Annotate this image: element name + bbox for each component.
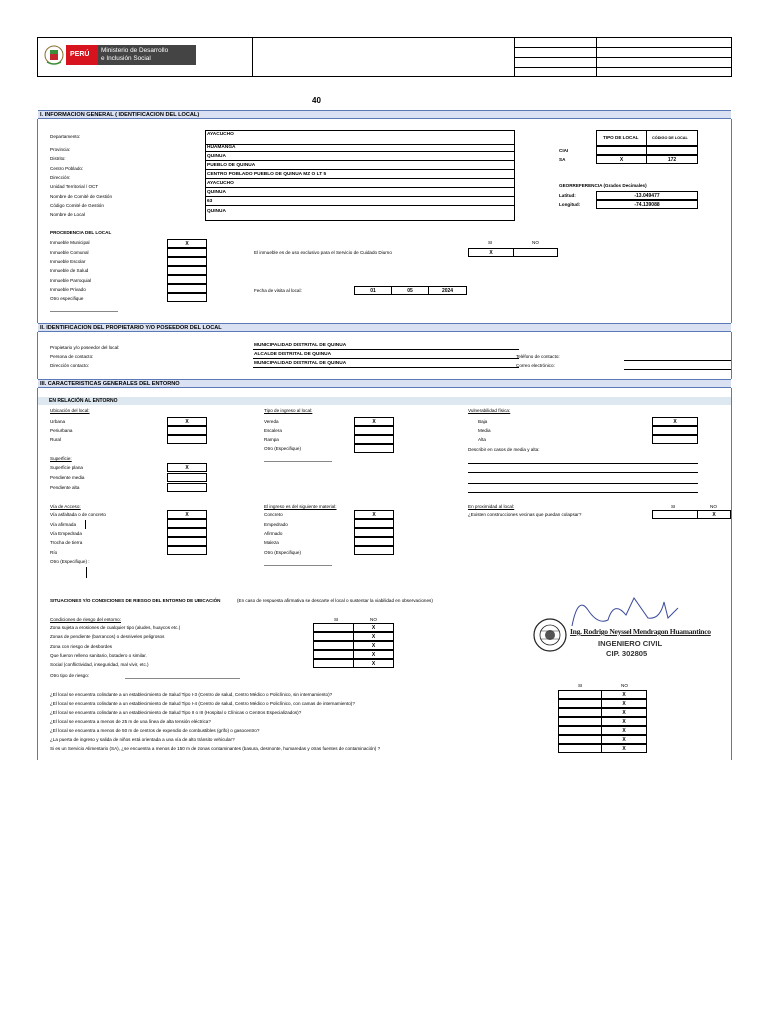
label-codigo-comite: Código Comité de Gestión [50, 203, 104, 208]
value-centro-poblado[interactable]: PUEBLO DE QUINUA [206, 163, 514, 170]
condicion-4: Que fueron relleno sanitario, botadero o similar. [50, 653, 147, 658]
correo-label: Correo electrónico: [516, 363, 555, 368]
propietario-value[interactable]: MUNICIPALIDAD DISTRITAL DE QUINUA [253, 343, 519, 350]
ubicacion-title: Ubicación del local: [50, 408, 90, 413]
superficie-plana-check[interactable]: X [167, 463, 207, 472]
ubicacion-urbana: Urbana [50, 419, 66, 424]
material-afirmado: Afirmado [264, 531, 283, 536]
via-rio: Río [50, 550, 58, 555]
superficie-title: Superficie: [50, 456, 72, 461]
pregunta-1: ¿El local se encuentra colindante a un establecimiento de Salud Tipo I-3 (Centro de salud, Centro Médico o Policlínico, sin internamiento)? [50, 692, 333, 697]
sa-mark[interactable]: X [596, 155, 647, 164]
describir-line-3[interactable] [468, 483, 698, 484]
condicion-5: Social (conflictividad, inseguridad, mal vivir, etc.) [50, 662, 149, 667]
correo-field[interactable] [624, 369, 731, 370]
material-title: El ingreso es del siguiente material: [264, 504, 337, 509]
section3-subtitle: EN RELACIÓN AL ENTORNO [38, 397, 731, 405]
fecha-anio[interactable]: 2024 [428, 286, 467, 295]
fecha-mes[interactable]: 05 [391, 286, 429, 295]
procedencia-otro: Otro especifique [50, 296, 84, 301]
pregunta-5: ¿El local se encuentra a menos de 50 m de centros de expendio de combustibles (grifo) o gasocentro? [50, 728, 260, 733]
label-nombre-local: Nombre de Local [50, 212, 85, 217]
procedencia-salud: Inmueble de Salud [50, 268, 89, 273]
ingreso-vereda-check[interactable]: X [354, 417, 394, 426]
exclusivo-si-header: SI [488, 240, 493, 245]
condicion-2: Zonas de pendiente (barrancos) o desniveles peligrosos [50, 634, 165, 639]
pregunta-2-si[interactable] [558, 699, 602, 708]
riesgo-title-note: (En caso de respuesta afirmativa se descarte el local o sustentar la viabilidad en observaciones) [237, 598, 433, 603]
pregunta-7: Si es un Servicio Alimentario (SA), ¿se encuentra a menos de 150 m de zonas contaminantes (basura, desmonte, humaredas y otras fuentes de contaminación) ? [50, 746, 381, 751]
condicion-3-si[interactable] [313, 641, 354, 650]
vulnerabilidad-title: Vulnerabilidad física: [468, 408, 511, 413]
pregunta-6-si[interactable] [558, 735, 602, 744]
ciai-label: CIAI [559, 148, 569, 153]
pregunta-3-si[interactable] [558, 708, 602, 717]
pregunta-5-no[interactable]: X [601, 726, 647, 735]
procedencia-municipal-check[interactable]: X [167, 239, 207, 248]
label-provincia: Provincia: [50, 147, 71, 152]
material-otro: Otro (Especifique) [264, 550, 302, 555]
value-comite-gestion[interactable]: QUINUA [206, 190, 514, 197]
procedencia-municipal: Inmueble Municipal [50, 240, 90, 245]
vulnerabilidad-alta-check[interactable] [652, 435, 698, 444]
condicion-1-no[interactable]: X [353, 623, 394, 632]
procedencia-privado-check[interactable] [167, 284, 207, 293]
vulnerabilidad-baja: Baja [478, 419, 488, 424]
pregunta-7-no[interactable]: X [601, 744, 647, 753]
contacto-value[interactable]: ALCALDE DISTRITAL DE QUINUA [253, 352, 519, 359]
longitud-value[interactable]: -74.139088 [596, 200, 698, 209]
exclusivo-si-check[interactable]: X [468, 248, 514, 257]
value-codigo-comite[interactable]: 63 [206, 199, 514, 206]
via-empedrada: Vía Empedrada [50, 531, 82, 536]
exclusivo-no-check[interactable] [513, 248, 558, 257]
preguntas-no-header: NO [621, 683, 628, 688]
via-title: Vía de Acceso: [50, 504, 81, 509]
procedencia-title: PROCEDENCIA DEL LOCAL [50, 230, 112, 235]
proximidad-no-check[interactable]: X [697, 510, 731, 519]
codigo-local-label: CÓDIGO DE LOCAL [652, 136, 688, 140]
procedencia-escolar-check[interactable] [167, 257, 207, 266]
condicion-4-no[interactable]: X [353, 650, 394, 659]
peru-label: PERÚ [70, 51, 90, 58]
ubicacion-rural: Rural [50, 437, 61, 442]
contacto-label: Persona de contacto: [50, 354, 94, 359]
condiciones-title: Condiciones de riesgo del entorno: [50, 617, 121, 622]
proximidad-title: En proximidad al local: [468, 504, 515, 509]
ingreso-vereda: Vereda [264, 419, 279, 424]
sa-label: SA [559, 157, 566, 162]
describir-label: Describir en casos de media y alta: [468, 447, 540, 452]
ingreso-rampa-check[interactable] [354, 435, 394, 444]
proximidad-question: ¿Existen construcciones vecinas que puedan colapsar? [468, 512, 582, 517]
shield-icon [44, 44, 64, 66]
exclusivo-no-header: NO [532, 240, 539, 245]
proximidad-no-header: NO [710, 504, 717, 509]
label-centro-poblado: Centro Poblado: [50, 166, 84, 171]
procedencia-salud-check[interactable] [167, 266, 207, 275]
pregunta-6-no[interactable]: X [601, 735, 647, 744]
proximidad-si-header: SI [671, 504, 676, 509]
vulnerabilidad-media: Media [478, 428, 491, 433]
tipo-local-label: TIPO DE LOCAL [603, 135, 639, 140]
via-rio-check[interactable] [167, 546, 207, 555]
condiciones-no-header: NO [370, 617, 377, 622]
telefono-field[interactable] [624, 360, 731, 361]
pregunta-4-si[interactable] [558, 717, 602, 726]
georef-title: GEORREFERENCIA (Grados Decimales) [559, 183, 647, 188]
ingreso-otro: Otro (Especifique) [264, 446, 302, 451]
vulnerabilidad-alta: Alta [478, 437, 486, 442]
section1-title: I. INFORMACION GENERAL ( IDENTIFICACION DEL LOCAL) [38, 110, 731, 119]
latitud-label: Latitud: [559, 193, 576, 198]
via-asfaltada-check[interactable]: X [167, 510, 207, 519]
pregunta-7-si[interactable] [558, 744, 602, 753]
longitud-label: Longitud: [559, 202, 581, 207]
material-empedrado: Empedrado [264, 522, 288, 527]
stamp-name: Ing. Rodrigo Neyssel Mendragon Huamantinco [570, 627, 711, 636]
propietario-label: Propietario y/o poseedor del local: [50, 345, 120, 350]
engineer-seal [533, 618, 567, 652]
procedencia-escolar: Inmueble Escolar [50, 259, 86, 264]
pregunta-5-si[interactable] [558, 726, 602, 735]
pregunta-4-no[interactable]: X [601, 717, 647, 726]
material-maleza-check[interactable] [354, 537, 394, 546]
condicion-2-no[interactable]: X [353, 632, 394, 641]
procedencia-comunal-check[interactable] [167, 248, 207, 257]
direccion-contacto-value[interactable]: MUNICIPALIDAD DISTRITAL DE QUINUA [253, 361, 519, 368]
ministry-line1: Ministerio de Desarrollo [101, 47, 169, 54]
ingreso-otro-check[interactable] [354, 444, 394, 453]
ingreso-rampa: Rampa [264, 437, 279, 442]
pregunta-4: ¿El local se encuentra a menos de 25 m de una línea de alta tensión eléctrica? [50, 719, 211, 724]
vulnerabilidad-media-check[interactable] [652, 426, 698, 435]
pregunta-2-no[interactable]: X [601, 699, 647, 708]
ingreso-escalera: Escalera [264, 428, 282, 433]
condiciones-si-header: SI [334, 617, 339, 622]
condicion-5-si[interactable] [313, 659, 354, 668]
value-provincia[interactable]: HUAMANGA [206, 145, 514, 152]
superficie-media: Pendiente media [50, 475, 85, 480]
superficie-plana: Superficie plana [50, 465, 83, 470]
pregunta-6: ¿La puerta de ingreso y salida de niños está orientada a una vía de alto tránsito vehicular? [50, 737, 235, 742]
superficie-alta: Pendiente alta [50, 485, 80, 490]
value-nombre-local[interactable]: QUINUA [207, 209, 226, 214]
material-maleza: Maleza [264, 540, 279, 545]
ubicacion-urbana-check[interactable]: X [167, 417, 207, 426]
condicion-5-no[interactable]: X [353, 659, 394, 668]
stamp-role: INGENIERO CIVIL [598, 639, 663, 648]
superficie-alta-check[interactable] [167, 483, 207, 492]
signature [568, 590, 688, 630]
exclusivo-label: El inmueble es de uso exclusivo para el Servicio de Cuidado Diurno [254, 250, 392, 255]
pregunta-1-no[interactable]: X [601, 690, 647, 699]
label-unidad-territorial: Unidad Territorial / OCT [50, 184, 99, 189]
ingreso-escalera-check[interactable] [354, 426, 394, 435]
condicion-1: Zona sujeta a erosiones de cualquier tipo (aludes, huaycos etc.) [50, 625, 181, 630]
condicion-3: Zona con riesgo de desbordes [50, 644, 113, 649]
ministry-line2: e Inclusión Social [101, 55, 151, 62]
via-trocha: Trocha de tierra [50, 540, 83, 545]
pregunta-1-si[interactable] [558, 690, 602, 699]
ubicacion-periurbana-check[interactable] [167, 426, 207, 435]
value-distrito[interactable]: QUINUA [206, 154, 514, 161]
procedencia-comunal: Inmueble Comunal [50, 250, 89, 255]
proximidad-si-check[interactable] [652, 510, 698, 519]
value-unidad-territorial[interactable]: AYACUCHO [206, 181, 514, 188]
otro-riesgo-label: Otro tipo de riesgo: [50, 673, 90, 678]
material-concreto: Concreto [264, 512, 283, 517]
describir-line-1[interactable] [468, 463, 698, 464]
material-otro-check[interactable] [354, 546, 394, 555]
form-number: 40 [312, 96, 321, 105]
describir-line-4[interactable] [468, 492, 698, 493]
value-direccion[interactable]: CENTRO POBLADO PUEBLO DE QUINUA MZ O LT 5 [206, 172, 514, 179]
material-empedrado-check[interactable] [354, 519, 394, 528]
superficie-media-check[interactable] [167, 473, 207, 482]
material-concreto-check[interactable]: X [354, 510, 394, 519]
via-trocha-check[interactable] [167, 537, 207, 546]
condicion-3-no[interactable]: X [353, 641, 394, 650]
ubicacion-periurbana: Periurbana [50, 428, 73, 433]
direccion-contacto-label: Dirección contacto: [50, 363, 90, 368]
label-distrito: Distrito: [50, 156, 66, 161]
pregunta-3-no[interactable]: X [601, 708, 647, 717]
riesgo-title: SITUACIONES Y/O CONDICIONES DE RIESGO DEL ENTORNO DE UBICACIÓN [50, 598, 221, 603]
via-empedrada-check[interactable] [167, 528, 207, 537]
via-otro: Otro (Especifique) : [50, 559, 90, 564]
ubicacion-rural-check[interactable] [167, 435, 207, 444]
via-asfaltada: Vía asfaltada o de concreto [50, 512, 106, 517]
section2-title: II. IDENTIFICACION DEL PROPIETARIO Y/O POSEEDOR DEL LOCAL [38, 323, 731, 332]
fecha-dia[interactable]: 01 [354, 286, 392, 295]
tipo-ingreso-title: Tipo de ingreso al local: [264, 408, 313, 413]
condicion-4-si[interactable] [313, 650, 354, 659]
codigo-local-value[interactable]: 172 [646, 155, 698, 164]
condicion-2-si[interactable] [313, 632, 354, 641]
via-afirmada: Vía afirmada [50, 522, 77, 527]
procedencia-privado: Inmueble Privado [50, 287, 86, 292]
label-direccion: Dirección: [50, 175, 71, 180]
describir-line-2[interactable] [468, 472, 698, 473]
latitud-value[interactable]: -13.049477 [596, 191, 698, 200]
pregunta-3: ¿El local se encuentra colindante a un establecimiento de Salud Tipo II o III (Hospital o Clínicas o Centros Especializados)? [50, 710, 302, 715]
telefono-label: Teléfono de contacto: [516, 354, 560, 359]
procedencia-otro-check[interactable] [167, 293, 207, 302]
material-afirmado-check[interactable] [354, 528, 394, 537]
preguntas-si-header: SI [578, 683, 583, 688]
pregunta-2: ¿El local se encuentra colindante a un establecimiento de Salud Tipo I-4 (Centro de salud, Centro Médico o Policlínico, con camas de internamiento)? [50, 701, 355, 706]
section3-title: III. CARACTERISTICAS GENERALES DEL ENTORNO [38, 379, 731, 388]
vulnerabilidad-baja-check[interactable]: X [652, 417, 698, 426]
fecha-label: Fecha de visita al local: [254, 288, 302, 293]
label-comite-gestion: Nombre de Comité de Gestión [50, 194, 113, 199]
procedencia-parroquial-check[interactable] [167, 275, 207, 284]
condicion-1-si[interactable] [313, 623, 354, 632]
value-departamento[interactable]: AYACUCHO [207, 132, 234, 137]
stamp-cip: CIP. 302805 [606, 649, 648, 658]
label-departamento: Departamento: [50, 134, 81, 139]
procedencia-parroquial: Inmueble Parroquial [50, 278, 92, 283]
via-afirmada-check[interactable] [167, 519, 207, 528]
